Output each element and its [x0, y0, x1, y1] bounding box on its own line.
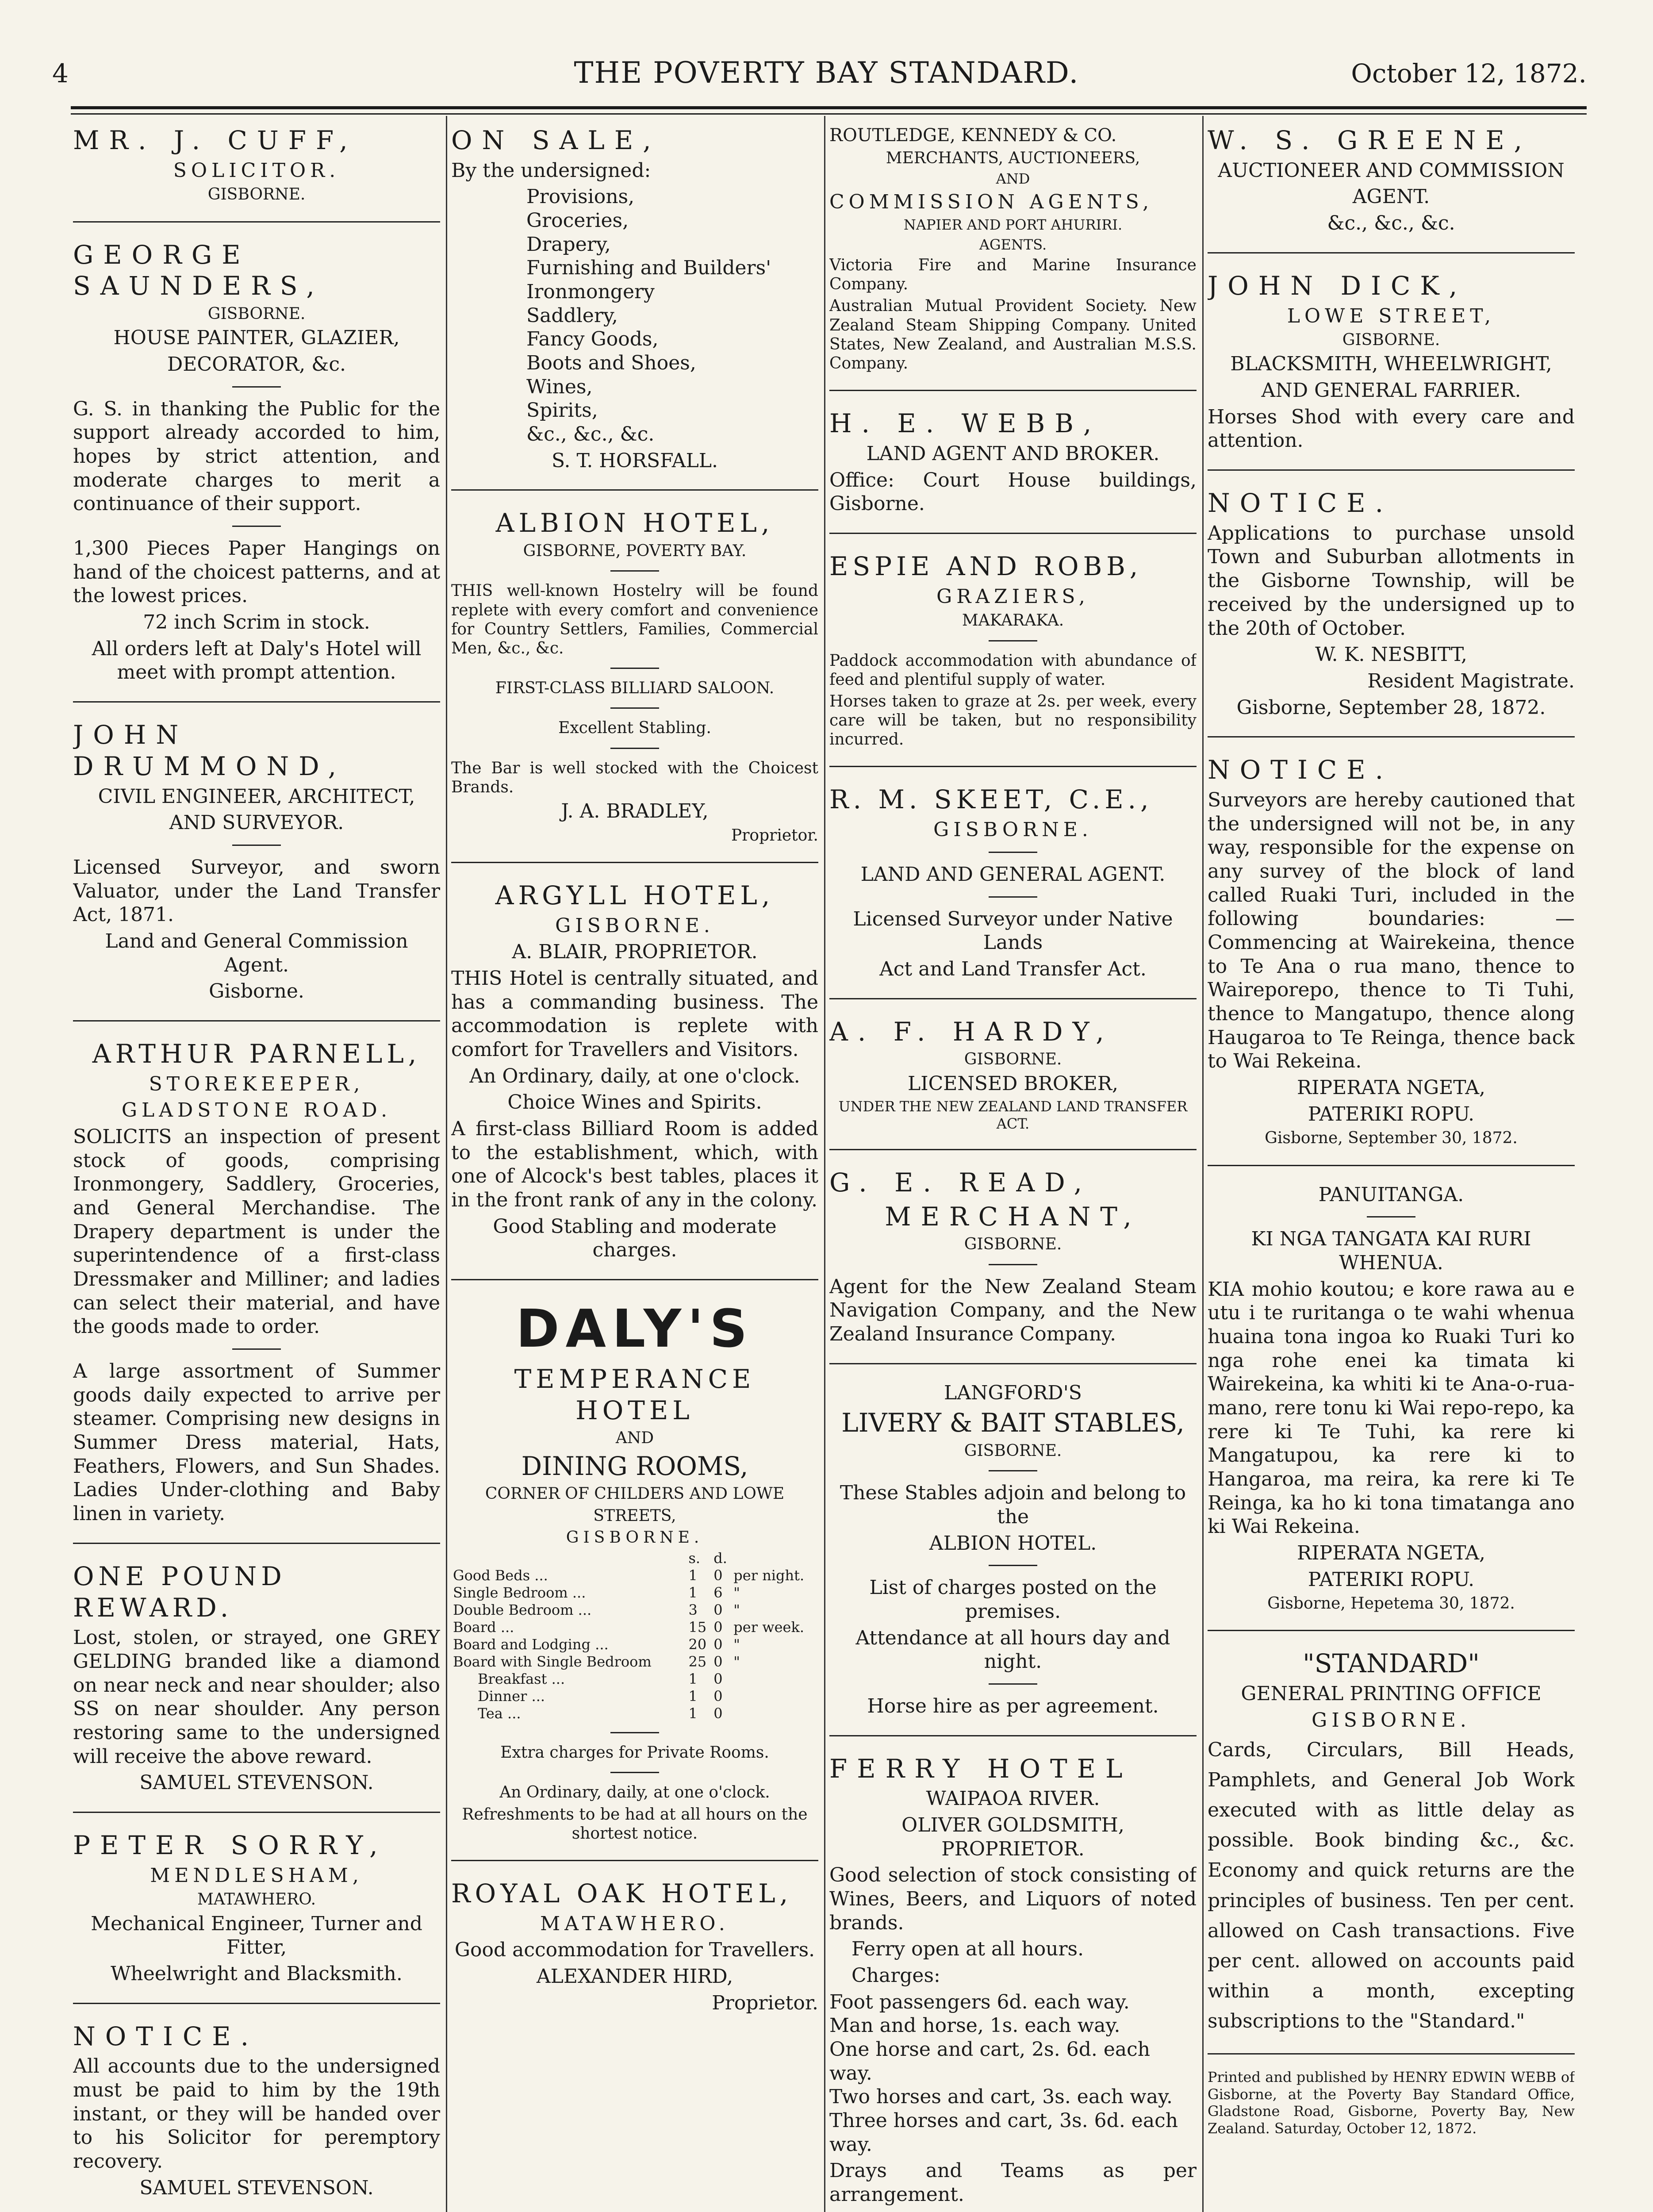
ad-body: Refreshments to be had at all hours on the shortest notice. [462, 1805, 808, 1843]
printer-imprint: Printed and published by HENRY EDWIN WEBB of Gisborne, at the Poverty Bay Standard Office, Gladstone Road, Gisborne, Poverty Bay, New Zealand. Saturday, October 12, 1872. [1208, 2069, 1575, 2137]
ad-body: 1,300 Pieces Paper Hangings on hand of the choicest patterns, and at the lowest prices. [73, 537, 440, 607]
ad-separator [73, 2003, 440, 2004]
table-cell: 0 [713, 1653, 723, 1671]
ad-saunders [73, 230, 440, 693]
column-divider [1202, 116, 1204, 2212]
issue-date: October 12, 1872. [1351, 58, 1587, 88]
ad-heading: ALBION HOTEL, [495, 508, 774, 538]
ad-separator [829, 533, 1197, 534]
ad-body: Gisborne. [209, 980, 304, 1003]
ad-role: MENDLESHAM, [150, 1864, 363, 1887]
ad-separator [73, 1543, 440, 1544]
page-number: 4 [52, 58, 69, 88]
ad-heading: DALY'S [516, 1298, 754, 1359]
ad-body: Ferry open at all hours. [851, 1938, 1084, 1961]
table-row [451, 1601, 818, 1619]
ad-body: Good accommodation for Travellers. [454, 1939, 815, 1962]
table-cell: 0 [713, 1688, 723, 1705]
sale-items [526, 185, 818, 446]
ad-place: GISBORNE. [933, 818, 1093, 841]
short-rule [1367, 1216, 1415, 1217]
ad-subheading: LIVERY & BAIT STABLES, [841, 1408, 1185, 1438]
ad-separator [1208, 1165, 1575, 1166]
column-4 [1208, 116, 1575, 2212]
ad-signature-role: Proprietor. [712, 1991, 818, 2014]
ad-webb [829, 399, 1197, 525]
table-cell: Breakfast ... [478, 1671, 565, 1688]
table-cell: 6 [713, 1584, 723, 1601]
ad-sorry [73, 1821, 440, 1995]
table-cell: Board ... [453, 1619, 514, 1636]
ad-greene [1208, 116, 1575, 244]
ad-heading: JOHN DICK, [1208, 270, 1467, 301]
column-divider [824, 116, 825, 2212]
ad-body: List of charges posted on the premises. [869, 1576, 1157, 1623]
masthead [0, 0, 1653, 111]
ad-subheading: TEMPERANCE HOTEL [514, 1363, 756, 1425]
ad-body: Agent for the New Zealand Steam Navigation Company, and the New Zealand Insurance Company. [829, 1275, 1197, 1345]
ad-role: AND SURVEYOR. [169, 811, 344, 834]
ad-skeet [829, 775, 1197, 990]
ad-body: Charges: [851, 1964, 940, 1987]
ad-on-sale [451, 116, 818, 481]
table-row [451, 1636, 818, 1653]
ad-read [829, 1158, 1197, 1355]
list-item: Victoria Fire and Marine Insurance Company. [829, 256, 1197, 294]
ad-separator [1208, 252, 1575, 253]
ad-heading: ROYAL OAK HOTEL, [451, 1878, 793, 1909]
ad-role: STOREKEEPER, [149, 1072, 364, 1095]
ad-date: Gisborne, September 28, 1872. [1236, 696, 1546, 719]
short-rule [610, 570, 659, 572]
column-1 [73, 116, 440, 2212]
ad-signature-role: Resident Magistrate. [1367, 669, 1575, 692]
ad-heading: R. M. SKEET, C.E., [829, 784, 1153, 815]
ad-place: GISBORNE. [1312, 1709, 1471, 1732]
ad-heading: LANGFORD'S [944, 1381, 1082, 1404]
ad-body: SOLICITS an inspection of present stock of goods, comprising Ironmongery, Saddlery, Groceries, and General Merchandise. The Drapery department is under the superintendence of a first-class Dressmaker and Milliner; and ladies can select their material, and have the goods made to order. [73, 1125, 440, 1338]
table-row [451, 1619, 818, 1636]
ad-body: Horse hire as per agreement. [867, 1694, 1159, 1717]
ad-heading: FERRY HOTEL [829, 1753, 1132, 1784]
ad-place: GISBORNE. [207, 185, 306, 204]
table-cell: 0 [713, 1567, 723, 1584]
ad-role: AND GENERAL FARRIER. [1261, 379, 1521, 402]
ad-separator [451, 489, 818, 491]
column-2 [451, 116, 818, 2212]
ad-body: Horses Shod with every care and attention. [1208, 405, 1575, 452]
table-cell: 0 [713, 1671, 723, 1688]
list-item: Provisions, [526, 185, 635, 208]
ad-heading: NOTICE. [1208, 755, 1393, 785]
ad-body: UNDER THE NEW ZEALAND LAND TRANSFER ACT. [838, 1098, 1188, 1132]
ad-role: LAND AGENT AND BROKER. [866, 442, 1160, 465]
ad-signature: SAMUEL STEVENSON. [139, 1771, 374, 1794]
list-item: Foot passengers 6d. each way. [829, 1990, 1130, 2013]
table-cell [732, 1671, 818, 1688]
ad-body: These Stables adjoin and belong to the [840, 1482, 1186, 1528]
table-cell: Tea ... [478, 1705, 521, 1722]
list-item: Man and horse, 1s. each way. [829, 2014, 1120, 2037]
table-row [451, 1567, 818, 1584]
short-rule [610, 748, 659, 749]
list-item: Furnishing and Builders' Ironmongery [526, 257, 771, 303]
ad-role: GRAZIERS, [936, 585, 1089, 608]
table-cell [732, 1688, 818, 1705]
column-3 [829, 116, 1197, 2212]
ad-role: MERCHANT, [885, 1201, 1141, 1232]
ad-place: GISBORNE. [1342, 331, 1440, 349]
ad-separator [829, 766, 1197, 767]
list-item: Drapery, [526, 233, 611, 256]
ad-place: GISBORNE. [964, 1235, 1062, 1254]
ad-separator [73, 1812, 440, 1813]
ad-address: STREETS, [593, 1506, 676, 1525]
table-cell: " [733, 1636, 740, 1653]
ad-signature: S. T. HORSFALL. [551, 449, 718, 472]
list-item: Spirits, [526, 399, 598, 422]
table-cell: 1 [688, 1705, 698, 1722]
ad-signature: PATERIKI ROPU. [1308, 1102, 1475, 1125]
short-rule [232, 1348, 281, 1350]
ad-body: Surveyors are hereby cautioned that the undersigned will not be, in any way, responsible for the expense on any survey of the block of land called Ruaki Turi, included in the following boundaries: — Commencing at Wairekeina, thence to Te Ana o rua mano, thence to Waireporepo, thence to Ti Tuhi, thence to Mangatupo, thence along Haugaroa to Te Reinga, thence back to Wai Rekeina. [1208, 788, 1575, 1073]
column-divider [446, 116, 447, 2212]
list-item: Three horses and cart, 3s. 6d. each way. [829, 2109, 1178, 2156]
ad-heading: ARGYLL HOTEL, [495, 880, 775, 910]
short-rule [989, 1565, 1037, 1566]
ad-separator [829, 998, 1197, 999]
ad-separator [73, 1020, 440, 1022]
table-row [451, 1705, 818, 1722]
ad-langford-stables [829, 1372, 1197, 1727]
ad-subheading: GENERAL PRINTING OFFICE [1241, 1682, 1542, 1705]
ad-body: Cards, Circulars, Bill Heads, Pamphlets, and General Job Work executed with as little delay as possible. Book binding &c., &c. Economy and quick returns are the principles of business. Ten per cent. allowed on Cash transactions. Five per cent. allowed on accounts paid within a month, excepting subscriptions to the "Standard." [1208, 1738, 1575, 2033]
ad-role: CIVIL ENGINEER, ARCHITECT, [98, 785, 415, 808]
ad-heading: "STANDARD" [1303, 1648, 1480, 1679]
table-cell: per night. [733, 1567, 805, 1584]
ad-address: CORNER OF CHILDERS AND LOWE [485, 1485, 785, 1503]
price-table [451, 1550, 818, 1722]
ad-signature: PATERIKI ROPU. [1308, 1568, 1475, 1591]
ad-separator [451, 1279, 818, 1280]
ad-routledge-kennedy [829, 116, 1197, 382]
short-rule [232, 386, 281, 388]
ad-role: LAND AND GENERAL AGENT. [860, 863, 1166, 886]
ad-place: GLADSTONE ROAD. [121, 1099, 392, 1122]
table-cell: 1 [688, 1567, 698, 1584]
ad-signature-role: Proprietor. [731, 826, 818, 845]
ad-heading: MR. J. CUFF, [73, 125, 357, 155]
ad-body: &c., &c., &c. [1327, 212, 1455, 235]
ad-espie-robb [829, 542, 1197, 758]
ad-proprietor: OLIVER GOLDSMITH, PROPRIETOR. [901, 1814, 1124, 1860]
ad-role: HOUSE PAINTER, GLAZIER, [113, 326, 400, 349]
ad-body: KIA mohio koutou; e kore rawa au e utu i te ruritanga o te wahi whenua huaina tona ingoa ko Ruaki Turi ko nga rohe enei ka timata ki Wairekeina, ka whiti ki te Ana-o-rua-mano, rere tonu ki Wai repo-repo, ka rere ki Te Tuhi, ka rere ki Mangatupou, ka rere ki to Hangaroa, ma reira, ka rere ki Te Reinga, ka ho ki tona timatanga ano ki Wai Rekeina. [1208, 1278, 1575, 1538]
ad-body: Licensed Surveyor, and sworn Valuator, under the Land Transfer Act, 1871. [73, 856, 440, 926]
ad-place: WAIPAOA RIVER. [926, 1787, 1100, 1810]
short-rule [989, 896, 1037, 898]
ad-heading: A. F. HARDY, [829, 1016, 1114, 1047]
ad-role: AGENT. [1352, 185, 1430, 208]
short-rule [989, 1683, 1037, 1685]
list-item: Wines, [526, 375, 593, 398]
ad-separator [1208, 1630, 1575, 1631]
list-item: Fancy Goods, [526, 328, 659, 351]
ad-albion-hotel [451, 499, 818, 853]
ad-body: Act and Land Transfer Act. [879, 957, 1147, 980]
table-cell: 25 [688, 1653, 707, 1671]
ad-role: AUCTIONEER AND COMMISSION [1218, 159, 1565, 182]
short-rule [989, 1470, 1037, 1471]
ad-body: Drays and Teams as per arrangement. [829, 2159, 1197, 2206]
ad-body: The Bar is well stocked with the Choicest Brands. [451, 759, 818, 796]
ad-body: Good selection of stock consisting of Wines, Beers, and Liquors of noted brands. [829, 1864, 1197, 1934]
ad-subheading: DINING ROOMS, [521, 1451, 748, 1481]
ad-separator [1208, 469, 1575, 471]
short-rule [610, 707, 659, 709]
ad-separator [73, 701, 440, 703]
ad-subheading: AGENTS. [979, 236, 1047, 253]
ad-cuff [73, 116, 440, 213]
list-item: One horse and cart, 2s. 6d. each way. [829, 2038, 1151, 2085]
table-cell: Board and Lodging ... [453, 1636, 609, 1653]
ad-heading: G. E. READ, [829, 1167, 1092, 1198]
table-cell: 1 [688, 1688, 698, 1705]
ad-notice-ruaki-turi [1208, 745, 1575, 1156]
ad-place: GISBORNE. [964, 1050, 1062, 1069]
ad-body: Lost, stolen, or strayed, one GREY GELDING branded like a diamond on near neck and near shoulder; also SS on near shoulder. Any person restoring same to the undersigned will receive the above reward. [73, 1626, 440, 1768]
ad-heading: PANUITANGA. [1318, 1183, 1464, 1206]
ad-standard-printing-office [1208, 1639, 1575, 2045]
ad-separator [451, 862, 818, 863]
ad-body: Mechanical Engineer, Turner and Fitter, [91, 1912, 422, 1959]
ad-place: GISBORNE. [207, 305, 306, 323]
masthead-rule [71, 106, 1587, 109]
short-rule [610, 1732, 659, 1733]
table-cell: " [733, 1601, 740, 1618]
column-header: s. [688, 1549, 701, 1567]
short-rule [232, 845, 281, 846]
ad-place: MATAWHERO. [197, 1890, 316, 1909]
list-item: Two horses and cart, 3s. each way. [829, 2085, 1173, 2108]
ad-separator [73, 221, 440, 223]
ad-heading: ONE POUND REWARD. [73, 1561, 286, 1623]
table-header [451, 1550, 818, 1567]
ad-place: GISBORNE, POVERTY BAY. [523, 542, 747, 561]
list-item: &c., &c., &c. [526, 423, 655, 446]
ad-separator [829, 1149, 1197, 1150]
ad-signature: W. K. NESBITT, [1315, 643, 1467, 666]
ad-place: MATAWHERO. [540, 1912, 729, 1935]
ad-heading: ON SALE, [451, 125, 661, 155]
table-cell: 0 [713, 1601, 723, 1618]
ad-place: GISBORNE. [566, 1528, 704, 1547]
ad-role: SOLICITOR. [173, 159, 340, 182]
ad-argyll-hotel [451, 871, 818, 1271]
ad-reward [73, 1552, 440, 1804]
ad-body: Land and General Commission Agent. [105, 929, 408, 976]
ad-role: COMMISSION AGENTS, [829, 190, 1154, 213]
table-cell [732, 1705, 818, 1722]
ad-body: An Ordinary, daily, at one o'clock. [499, 1783, 770, 1802]
ad-royal-oak-hotel [451, 1869, 818, 2024]
list-item: Boots and Shoes, [526, 352, 696, 375]
table-cell: Double Bedroom ... [453, 1601, 592, 1618]
ad-heading: PETER SORRY, [73, 1830, 387, 1860]
ad-body: FIRST-CLASS BILLIARD SALOON. [495, 679, 775, 698]
ad-body: Horses taken to graze at 2s. per week, every care will be taken, but no responsibility incurred. [829, 692, 1197, 749]
ad-separator [829, 390, 1197, 391]
ad-proprietor: A. BLAIR, PROPRIETOR. [512, 941, 758, 964]
ad-date: Gisborne, Hepetema 30, 1872. [1267, 1594, 1515, 1613]
ad-separator [1208, 2053, 1575, 2055]
ad-heading: JOHN DRUMMOND, [73, 720, 346, 781]
ad-body: Excellent Stabling. [558, 719, 711, 737]
short-rule [989, 1264, 1037, 1265]
table-cell: 0 [713, 1619, 723, 1636]
ad-signature: RIPERATA NGETA, [1297, 1541, 1485, 1564]
ad-body: An Ordinary, daily, at one o'clock. [469, 1064, 800, 1087]
ad-body: Licensed Surveyor under Native Lands [853, 907, 1173, 954]
ad-address: LOWE STREET, [1287, 304, 1496, 327]
ad-separator [829, 1735, 1197, 1736]
table-cell: per week. [733, 1619, 805, 1636]
short-rule [232, 526, 281, 527]
short-rule [989, 852, 1037, 853]
ad-place: GISBORNE. [555, 914, 714, 937]
ad-body: G. S. in thanking the Public for the support already accorded to him, hopes by strict attention, and moderate charges to merit a continuance of their support. [73, 397, 440, 515]
ad-notice [73, 2012, 440, 2209]
table-cell: Good Beds ... [453, 1567, 548, 1584]
ad-body: Wheelwright and Blacksmith. [111, 1962, 403, 1985]
ad-body: Office: Court House buildings, Gisborne. [829, 469, 1197, 515]
ad-parnell [73, 1029, 440, 1535]
masthead-rule-thin [71, 113, 1587, 115]
table-row [451, 1671, 818, 1688]
table-cell: " [733, 1653, 740, 1671]
short-rule [610, 1772, 659, 1773]
table-cell: Single Bedroom ... [453, 1584, 586, 1601]
short-rule [989, 640, 1037, 641]
ad-body: Choice Wines and Spirits. [507, 1091, 762, 1114]
table-cell: Dinner ... [478, 1688, 545, 1705]
list-item: Saddlery, [526, 304, 618, 327]
ad-role: MERCHANTS, AUCTIONEERS, [886, 149, 1140, 167]
ad-body: A first-class Billiard Room is added to the establishment, which, with one of Alcock's best tables, places it in the front rank of any in the colony. [451, 1117, 818, 1211]
list-item: Groceries, [526, 209, 629, 232]
table-row [451, 1688, 818, 1705]
ad-ferry-hotel [829, 1744, 1197, 2212]
list-item: Australian Mutual Provident Society. New Zealand Steam Shipping Company. United States, New Zealand, and Australian M.S.S. Company. [829, 297, 1197, 373]
table-row [451, 1584, 818, 1601]
ad-separator [829, 1363, 1197, 1364]
ad-signature: ALEXANDER HIRD, [536, 1965, 733, 1988]
ad-place: NAPIER AND PORT AHURIRI. [903, 216, 1123, 234]
ad-heading: ESPIE AND ROBB, [829, 551, 1143, 581]
ad-body: Attendance at all hours day and night. [855, 1626, 1170, 1673]
ad-signature: J. A. BRADLEY, [561, 799, 709, 822]
ad-role: BLACKSMITH, WHEELWRIGHT, [1230, 353, 1552, 376]
table-cell: 15 [688, 1619, 707, 1636]
ad-body: AND [996, 170, 1030, 188]
ad-body: All orders left at Daly's Hotel will meet with prompt attention. [92, 637, 422, 684]
ad-separator [1208, 736, 1575, 737]
ad-hardy [829, 1007, 1197, 1141]
ad-panuitanga [1208, 1174, 1575, 1622]
table-cell: 3 [688, 1601, 698, 1618]
table-cell: Board with Single Bedroom [453, 1653, 652, 1671]
table-row [451, 1653, 818, 1671]
ad-body: A large assortment of Summer goods daily expected to arrive per steamer. Comprising new designs in Summer Dress material, Hats, Feathers, Flowers, and Sun Shades. Ladies Under-clothing and Baby linen in variety. [73, 1360, 440, 1525]
ad-place: GISBORNE. [964, 1442, 1062, 1460]
ad-heading: W. S. GREENE, [1208, 125, 1532, 155]
table-cell: 0 [713, 1636, 723, 1653]
ad-body: Extra charges for Private Rooms. [500, 1743, 769, 1762]
ad-heading: NOTICE. [1208, 488, 1393, 518]
ad-signature: RIPERATA NGETA, [1297, 1076, 1485, 1099]
table-cell: 0 [713, 1705, 723, 1722]
ad-dalys-temperance-hotel [451, 1288, 818, 1852]
ad-role: DECORATOR, &c. [167, 353, 346, 376]
table-cell: 1 [688, 1584, 698, 1601]
table-cell: 1 [688, 1671, 698, 1688]
ad-body: AND [615, 1429, 654, 1448]
table-cell: 20 [688, 1636, 707, 1653]
ad-heading: H. E. WEBB, [829, 408, 1101, 439]
ad-body: Good Stabling and moderate charges. [493, 1215, 777, 1262]
ad-heading: GEORGE SAUNDERS, [73, 239, 324, 301]
ad-body: Paddock accommodation with abundance of feed and plentiful supply of water. [829, 651, 1197, 689]
ad-separator [451, 1860, 818, 1861]
ad-body: By the undersigned: [451, 159, 651, 182]
ad-subheading: KI NGA TANGATA KAI RURI WHENUA. [1251, 1228, 1531, 1274]
ad-role: LICENSED BROKER, [907, 1072, 1119, 1095]
ad-body: ALBION HOTEL. [929, 1532, 1097, 1555]
short-rule [610, 668, 659, 669]
ad-heading: NOTICE. [73, 2021, 259, 2051]
ad-signature: SAMUEL STEVENSON. [139, 2176, 374, 2199]
ad-heading: ROUTLEDGE, KENNEDY & CO. [829, 125, 1117, 146]
ad-body: 72 inch Scrim in stock. [143, 611, 370, 634]
table-cell: " [733, 1584, 740, 1601]
ad-body: Applications to purchase unsold Town and Suburban allotments in the Gisborne Township, will be received by the undersigned up to the 20th of October. [1208, 522, 1575, 640]
ad-place: MAKARAKA. [962, 611, 1064, 630]
column-header: d. [713, 1549, 727, 1567]
ad-date: Gisborne, September 30, 1872. [1265, 1129, 1518, 1148]
ad-body: THIS Hotel is centrally situated, and has a commanding business. The accommodation is replete with comfort for Travellers and Visitors. [451, 967, 818, 1061]
ad-body: All accounts due to the undersigned must be paid to him by the 19th instant, or they will be handed over to his Solicitor for peremptory recovery. [73, 2055, 440, 2173]
ad-body: THIS well-known Hostelry will be found replete with every comfort and convenience for Country Settlers, Families, Commercial Men, &c., &c. [451, 582, 818, 657]
ad-dick [1208, 261, 1575, 461]
ad-notice-nesbitt [1208, 479, 1575, 728]
newspaper-title: THE POVERTY BAY STANDARD. [574, 56, 1079, 90]
ad-heading: ARTHUR PARNELL, [92, 1038, 421, 1069]
ad-drummond [73, 710, 440, 1012]
